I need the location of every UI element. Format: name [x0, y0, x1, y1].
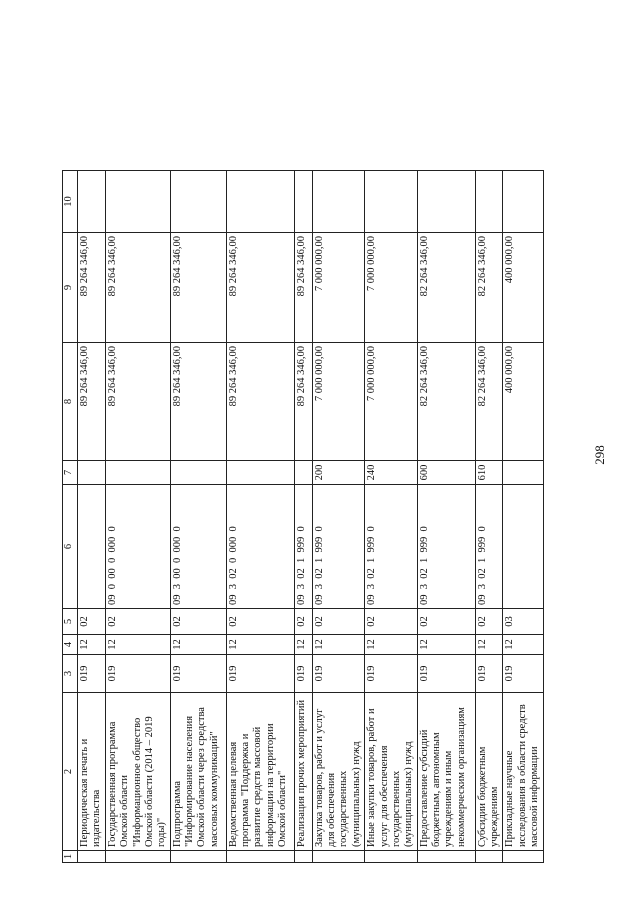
cell-subsection: 02: [105, 609, 170, 635]
cell-amount: 400 000,00: [503, 343, 543, 461]
cell-col10: [294, 171, 312, 233]
page-number: 298: [592, 445, 607, 465]
cell-target-article: 09 3 02 1 999 0: [312, 485, 365, 609]
cell-expense-type: [105, 461, 170, 485]
table-header-row: [63, 171, 78, 863]
table-row: [365, 171, 418, 863]
cell-ministry: 019: [294, 655, 312, 693]
cell-subsection: 02: [475, 609, 503, 635]
cell-ministry: 019: [417, 655, 475, 693]
cell-expense-type: [226, 461, 294, 485]
cell-expense-type: [78, 461, 106, 485]
row-name: Субсидии бюджетным учреждениям: [475, 693, 503, 851]
column-header: 6: [63, 485, 78, 609]
cell-ministry: 019: [503, 655, 543, 693]
cell-amount: 89 264 346,00: [226, 343, 294, 461]
cell-target-article: 09 3 02 0 000 0: [226, 485, 294, 609]
cell-amount: 89 264 346,00: [294, 343, 312, 461]
table-row: [226, 171, 294, 863]
cell-target-article: [78, 485, 106, 609]
cell-section: 12: [503, 635, 543, 655]
cell-col10: [365, 171, 418, 233]
cell-expense-type: [503, 461, 543, 485]
cell-ministry: 019: [312, 655, 365, 693]
column-header: 3: [63, 655, 78, 693]
row-name: Государственная программа Омской области "Информационное общество Омской области (2014 – 2019 годы)": [105, 693, 170, 851]
cell-ministry: 019: [170, 655, 226, 693]
cell-subsection: 02: [170, 609, 226, 635]
cell-section: 12: [417, 635, 475, 655]
cell-expense-type: [170, 461, 226, 485]
row-name: Прикладные научные исследования в области средств массовой информации: [503, 693, 543, 851]
cell-amount: 89 264 346,00: [294, 233, 312, 343]
cell-amount: 82 264 346,00: [475, 343, 503, 461]
column-header: 8: [63, 343, 78, 461]
table-row: [417, 171, 475, 863]
cell-target-article: 09 3 02 1 999 0: [294, 485, 312, 609]
cell-amount: 82 264 346,00: [417, 233, 475, 343]
cell-expense-type: [294, 461, 312, 485]
table-row: [475, 171, 503, 863]
cell-amount: 7 000 000,00: [312, 233, 365, 343]
table-row: [78, 171, 106, 863]
cell-target-article: 09 3 02 1 999 0: [475, 485, 503, 609]
table-row: [312, 171, 365, 863]
cell-amount: 82 264 346,00: [475, 233, 503, 343]
cell-ministry: 019: [475, 655, 503, 693]
cell-ministry: 019: [105, 655, 170, 693]
cell-subsection: 02: [226, 609, 294, 635]
cell-ministry: 019: [78, 655, 106, 693]
row-name: Периодическая печать и издательства: [78, 693, 106, 851]
cell-target-article: 09 3 00 0 000 0: [170, 485, 226, 609]
row-name: Подпрограмма "Информирование населения Омской области через средства массовых коммуникаций": [170, 693, 226, 851]
cell-col10: [312, 171, 365, 233]
cell-expense-type: 240: [365, 461, 418, 485]
row-name: Иные закупки товаров, работ и услуг для обеспечения государственных (муниципальных) нужд: [365, 693, 418, 851]
cell-amount: 89 264 346,00: [226, 233, 294, 343]
cell-amount: 89 264 346,00: [78, 233, 106, 343]
cell-expense-type: 200: [312, 461, 365, 485]
cell-section: 12: [105, 635, 170, 655]
table-row: [170, 171, 226, 863]
cell-amount: 89 264 346,00: [105, 233, 170, 343]
cell-target-article: [503, 485, 543, 609]
cell-section: 12: [312, 635, 365, 655]
cell-amount: 89 264 346,00: [170, 233, 226, 343]
row-name: Предоставление субсидий бюджетным, автономным учреждениям и иным некоммерческим организациям: [417, 693, 475, 851]
cell-target-article: 09 0 00 0 000 0: [105, 485, 170, 609]
table-row: [503, 171, 543, 863]
cell-ministry: 019: [226, 655, 294, 693]
cell-col10: [503, 171, 543, 233]
cell-amount: 7 000 000,00: [365, 233, 418, 343]
cell-target-article: 09 3 02 1 999 0: [365, 485, 418, 609]
cell-section: 12: [475, 635, 503, 655]
cell-expense-type: 610: [475, 461, 503, 485]
cell-section: 12: [170, 635, 226, 655]
cell-col10: [417, 171, 475, 233]
column-header: 10: [63, 171, 78, 233]
cell-target-article: 09 3 02 1 999 0: [417, 485, 475, 609]
cell-col10: [78, 171, 106, 233]
column-header: 4: [63, 635, 78, 655]
cell-section: 12: [226, 635, 294, 655]
cell-amount: 400 000,00: [503, 233, 543, 343]
cell-amount: 89 264 346,00: [105, 343, 170, 461]
budget-table: [62, 170, 544, 863]
row-name: Реализация прочих мероприятий: [294, 693, 312, 851]
cell-subsection: 03: [503, 609, 543, 635]
cell-subsection: 02: [294, 609, 312, 635]
cell-amount: 7 000 000,00: [312, 343, 365, 461]
cell-amount: 7 000 000,00: [365, 343, 418, 461]
cell-col10: [170, 171, 226, 233]
cell-subsection: 02: [417, 609, 475, 635]
cell-amount: 82 264 346,00: [417, 343, 475, 461]
cell-subsection: 02: [312, 609, 365, 635]
column-header: 1: [63, 851, 78, 863]
table-row: [294, 171, 312, 863]
cell-col10: [475, 171, 503, 233]
cell-section: 12: [365, 635, 418, 655]
cell-ministry: 019: [365, 655, 418, 693]
row-name: Ведомственная целевая программа "Поддержка и развитие средств массовой информации на территории Омской области": [226, 693, 294, 851]
cell-section: 12: [78, 635, 106, 655]
column-header: 9: [63, 233, 78, 343]
table-row: [105, 171, 170, 863]
column-header: 5: [63, 609, 78, 635]
cell-subsection: 02: [365, 609, 418, 635]
column-header: 2: [63, 693, 78, 851]
cell-expense-type: 600: [417, 461, 475, 485]
cell-amount: 89 264 346,00: [78, 343, 106, 461]
cell-col10: [226, 171, 294, 233]
cell-subsection: 02: [78, 609, 106, 635]
cell-section: 12: [294, 635, 312, 655]
cell-col10: [105, 171, 170, 233]
column-header: 7: [63, 461, 78, 485]
cell-amount: 89 264 346,00: [170, 343, 226, 461]
row-name: Закупка товаров, работ и услуг для обеспечения государственных (муниципальных) нужд: [312, 693, 365, 851]
